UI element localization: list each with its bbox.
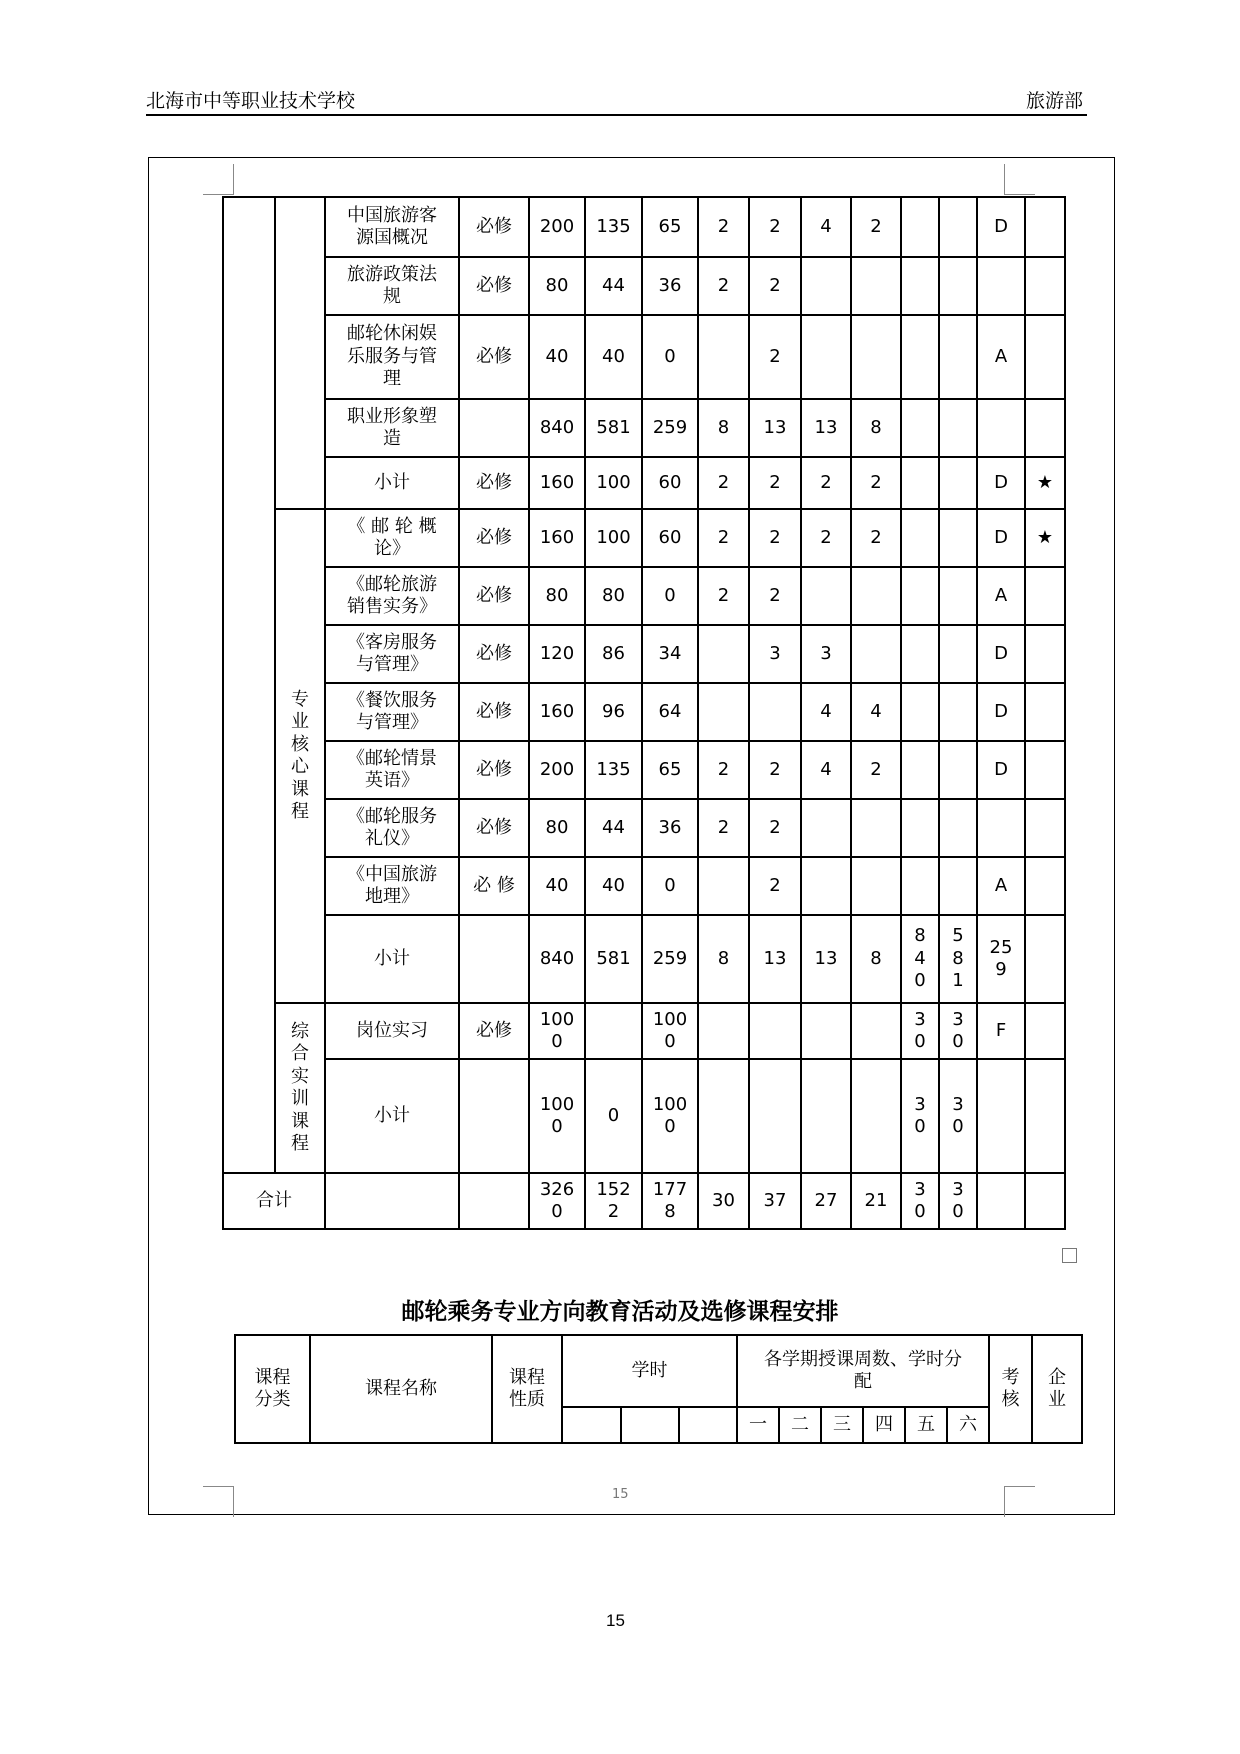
course-name-cell: 《邮轮服务 礼仪》 (325, 799, 459, 857)
enterprise-cell (1025, 915, 1065, 1003)
school-name: 北海市中等职业技术学校 (146, 90, 356, 112)
course-name-cell: 《客房服务 与管理》 (325, 625, 459, 683)
enterprise-cell (1025, 1003, 1065, 1059)
semester-6-cell (939, 257, 977, 315)
course-nature-cell: 必修 (459, 683, 529, 741)
semester-4-cell (851, 857, 901, 915)
hours-subcell (621, 1407, 679, 1443)
total-hours-cell: 80 (529, 567, 585, 625)
enterprise-cell (1025, 1059, 1065, 1173)
table-row (223, 315, 1065, 399)
exam-cell: D (977, 683, 1025, 741)
course-nature-cell: 必 修 (459, 857, 529, 915)
semester-1-cell: 2 (698, 197, 749, 257)
course-name-cell: 《中国旅游 地理》 (325, 857, 459, 915)
theory-hours-cell: 86 (585, 625, 642, 683)
semester-5-cell: 8 4 0 (901, 915, 939, 1003)
enterprise-cell (1025, 197, 1065, 257)
practice-hours-cell: 0 (642, 315, 698, 399)
total-hours-cell: 100 0 (529, 1059, 585, 1173)
enterprise-cell (1025, 857, 1065, 915)
semester-6-cell (939, 741, 977, 799)
theory-hours-cell: 40 (585, 315, 642, 399)
inner-page-number: 15 (612, 1487, 629, 1502)
semester-6-cell (939, 197, 977, 257)
crop-mark-bottom-left (203, 1486, 234, 1517)
semester-1-cell (698, 857, 749, 915)
semester-5-cell (901, 567, 939, 625)
exam-cell (977, 799, 1025, 857)
semester-4-cell (851, 625, 901, 683)
semester-6-cell (939, 399, 977, 457)
table-row (223, 399, 1065, 457)
exam-cell: 25 9 (977, 915, 1025, 1003)
header-exam: 考 核 (989, 1335, 1032, 1443)
semester-3-cell (801, 257, 851, 315)
practice-hours-cell: 0 (642, 857, 698, 915)
semester-2-cell (749, 1059, 801, 1173)
category-cell (223, 197, 275, 1173)
table-row (223, 567, 1065, 625)
semester-3-cell: 13 (801, 399, 851, 457)
semester-1-cell (698, 1003, 749, 1059)
course-name-cell: 小计 (325, 457, 459, 509)
semester-1-cell (698, 683, 749, 741)
theory-hours-cell: 135 (585, 197, 642, 257)
semester-4-cell (851, 315, 901, 399)
semester-3-cell (801, 857, 851, 915)
crop-mark-top-left (203, 164, 234, 195)
semester-6-cell (939, 625, 977, 683)
enterprise-cell: ★ (1025, 509, 1065, 567)
table-row (223, 915, 1065, 1003)
semester-4-cell: 8 (851, 915, 901, 1003)
semester-2-cell: 2 (749, 457, 801, 509)
semester-4-cell (851, 799, 901, 857)
semester-6-cell (939, 509, 977, 567)
total-hours-cell: 160 (529, 509, 585, 567)
semester-4-cell: 2 (851, 457, 901, 509)
practice-hours-cell: 34 (642, 625, 698, 683)
course-nature-cell: 必修 (459, 1003, 529, 1059)
semester-4-cell (851, 1059, 901, 1173)
semester-1-cell (698, 625, 749, 683)
theory-hours-cell: 100 (585, 457, 642, 509)
course-nature-cell: 必修 (459, 315, 529, 399)
exam-cell: D (977, 741, 1025, 799)
practice-hours-cell: 259 (642, 399, 698, 457)
total-name-cell (325, 1173, 459, 1229)
table-row (223, 457, 1065, 509)
theory-hours-cell (585, 1003, 642, 1059)
exam-cell: D (977, 197, 1025, 257)
total-hours-cell: 160 (529, 457, 585, 509)
semester-4-cell: 2 (851, 509, 901, 567)
semester-5-cell (901, 315, 939, 399)
theory-hours-cell: 100 (585, 509, 642, 567)
enterprise-cell (1025, 567, 1065, 625)
semester-5-cell (901, 683, 939, 741)
crop-mark-bottom-right (1004, 1486, 1035, 1517)
course-name-cell: 《邮轮旅游 销售实务》 (325, 567, 459, 625)
exam-cell (977, 257, 1025, 315)
semester-2-cell: 13 (749, 399, 801, 457)
total-hours-cell: 840 (529, 399, 585, 457)
theory-hours-cell: 44 (585, 799, 642, 857)
exam-cell: D (977, 457, 1025, 509)
semester-5-cell (901, 799, 939, 857)
semester-2-cell (749, 1003, 801, 1059)
total-hours-cell: 120 (529, 625, 585, 683)
total-hours-cell: 200 (529, 197, 585, 257)
header-enterprise: 企 业 (1032, 1335, 1082, 1443)
semester-3-cell: 4 (801, 683, 851, 741)
theory-hours-cell: 80 (585, 567, 642, 625)
theory-hours-cell: 0 (585, 1059, 642, 1173)
exam-cell: A (977, 315, 1025, 399)
table-row (223, 257, 1065, 315)
semester-6-cell (939, 857, 977, 915)
semester-1-cell: 8 (698, 915, 749, 1003)
semester-6-cell: 3 0 (939, 1003, 977, 1059)
hours-subcell (679, 1407, 737, 1443)
total-row (223, 1173, 1065, 1229)
table-row (223, 625, 1065, 683)
theory-hours-cell: 135 (585, 741, 642, 799)
course-nature-cell: 必修 (459, 457, 529, 509)
exam-cell: F (977, 1003, 1025, 1059)
theory-hours-cell: 44 (585, 257, 642, 315)
semester-2-cell: 2 (749, 741, 801, 799)
course-nature-cell: 必修 (459, 625, 529, 683)
semester-1-cell: 8 (698, 399, 749, 457)
semester-5-cell: 3 0 (901, 1003, 939, 1059)
table-row (223, 683, 1065, 741)
semester-5-cell (901, 399, 939, 457)
total-label-cell: 合计 (223, 1173, 325, 1229)
semester-2-cell: 37 (749, 1173, 801, 1229)
elective-table-title: 邮轮乘务专业方向教育活动及选修课程安排 (401, 1299, 839, 1325)
practice-hours-cell: 36 (642, 799, 698, 857)
semester-3-cell (801, 315, 851, 399)
semester-4-cell: 8 (851, 399, 901, 457)
elective-course-table (234, 1334, 1083, 1444)
semester-2-cell: 13 (749, 915, 801, 1003)
semester-2: 二 (779, 1407, 821, 1443)
semester-3-cell (801, 1059, 851, 1173)
total-hours-cell: 80 (529, 799, 585, 857)
semester-5-cell (901, 457, 939, 509)
header-category: 课程 分类 (235, 1335, 310, 1443)
crop-mark-top-right (1004, 164, 1035, 195)
semester-5: 五 (905, 1407, 947, 1443)
header-course-name: 课程名称 (310, 1335, 492, 1443)
course-nature-cell (459, 399, 529, 457)
semester-3-cell: 3 (801, 625, 851, 683)
practice-hours-cell: 65 (642, 741, 698, 799)
course-nature-cell: 必修 (459, 257, 529, 315)
semester-3-cell: 4 (801, 197, 851, 257)
total-hours-cell: 840 (529, 915, 585, 1003)
enterprise-cell (1025, 1173, 1065, 1229)
enterprise-cell (1025, 683, 1065, 741)
course-nature-cell: 必修 (459, 567, 529, 625)
semester-6-cell: 5 8 1 (939, 915, 977, 1003)
enterprise-cell (1025, 399, 1065, 457)
course-name-cell: 小计 (325, 915, 459, 1003)
total-hours-cell: 80 (529, 257, 585, 315)
semester-6-cell (939, 457, 977, 509)
table-row (223, 509, 1065, 567)
exam-cell (977, 399, 1025, 457)
practice-hours-cell: 60 (642, 509, 698, 567)
semester-2-cell: 2 (749, 857, 801, 915)
exam-cell: A (977, 567, 1025, 625)
semester-3-cell: 2 (801, 509, 851, 567)
practice-hours-cell: 259 (642, 915, 698, 1003)
semester-1-cell (698, 1059, 749, 1173)
practice-hours-cell: 65 (642, 197, 698, 257)
semester-4-cell (851, 1003, 901, 1059)
semester-5-cell (901, 741, 939, 799)
semester-2-cell: 2 (749, 509, 801, 567)
total-hours-cell: 40 (529, 315, 585, 399)
theory-hours-cell: 96 (585, 683, 642, 741)
semester-3-cell (801, 1003, 851, 1059)
semester-1: 一 (737, 1407, 779, 1443)
semester-5-cell (901, 257, 939, 315)
semester-1-cell: 2 (698, 799, 749, 857)
semester-1-cell: 2 (698, 567, 749, 625)
header-distribution: 各学期授课周数、学时分 配 (737, 1335, 989, 1407)
table-row (223, 741, 1065, 799)
exam-cell: D (977, 625, 1025, 683)
table-row (223, 799, 1065, 857)
semester-4-cell: 2 (851, 741, 901, 799)
hours-subcell (562, 1407, 621, 1443)
semester-5-cell (901, 857, 939, 915)
course-name-cell: 职业形象塑 造 (325, 399, 459, 457)
semester-6-cell: 3 0 (939, 1173, 977, 1229)
practice-hours-cell: 36 (642, 257, 698, 315)
semester-2-cell: 2 (749, 567, 801, 625)
theory-hours-cell: 152 2 (585, 1173, 642, 1229)
table-row (223, 1059, 1065, 1173)
course-nature-cell: 必修 (459, 509, 529, 567)
course-name-cell: 《 邮 轮 概 论》 (325, 509, 459, 567)
enterprise-cell (1025, 741, 1065, 799)
semester-4: 四 (863, 1407, 905, 1443)
total-hours-cell: 40 (529, 857, 585, 915)
semester-2-cell: 2 (749, 257, 801, 315)
semester-5-cell (901, 509, 939, 567)
semester-3: 三 (821, 1407, 863, 1443)
semester-4-cell: 2 (851, 197, 901, 257)
table-row (223, 197, 1065, 257)
practice-hours-cell: 60 (642, 457, 698, 509)
course-name-cell: 旅游政策法 规 (325, 257, 459, 315)
course-schedule-table (222, 196, 1066, 1230)
semester-2-cell: 3 (749, 625, 801, 683)
enterprise-cell (1025, 625, 1065, 683)
course-name-cell: 岗位实习 (325, 1003, 459, 1059)
exam-cell: A (977, 857, 1025, 915)
semester-2-cell (749, 683, 801, 741)
practice-hours-cell: 177 8 (642, 1173, 698, 1229)
semester-2-cell: 2 (749, 315, 801, 399)
header-rule (146, 114, 1087, 116)
table-row (223, 857, 1065, 915)
theory-hours-cell: 40 (585, 857, 642, 915)
semester-5-cell: 3 0 (901, 1059, 939, 1173)
table-row (223, 1003, 1065, 1059)
exam-cell (977, 1059, 1025, 1173)
subcategory-cell (275, 197, 325, 509)
semester-6-cell: 3 0 (939, 1059, 977, 1173)
semester-1-cell: 2 (698, 509, 749, 567)
enterprise-cell (1025, 257, 1065, 315)
semester-3-cell: 27 (801, 1173, 851, 1229)
enterprise-cell: ★ (1025, 457, 1065, 509)
course-nature-cell (459, 915, 529, 1003)
semester-6: 六 (947, 1407, 989, 1443)
semester-1-cell: 2 (698, 741, 749, 799)
course-name-cell: 邮轮休闲娱 乐服务与管 理 (325, 315, 459, 399)
theory-hours-cell: 581 (585, 399, 642, 457)
enterprise-cell (1025, 799, 1065, 857)
semester-3-cell: 13 (801, 915, 851, 1003)
course-nature-cell: 必修 (459, 197, 529, 257)
theory-hours-cell: 581 (585, 915, 642, 1003)
semester-2-cell: 2 (749, 197, 801, 257)
page-number: 15 (606, 1611, 625, 1630)
total-hours-cell: 200 (529, 741, 585, 799)
course-name-cell: 中国旅游客 源国概况 (325, 197, 459, 257)
header-nature: 课程 性质 (492, 1335, 562, 1443)
semester-6-cell (939, 567, 977, 625)
total-hours-cell: 326 0 (529, 1173, 585, 1229)
end-marker (1062, 1248, 1077, 1263)
semester-2-cell: 2 (749, 799, 801, 857)
semester-1-cell: 2 (698, 257, 749, 315)
semester-4-cell: 4 (851, 683, 901, 741)
course-name-cell: 《邮轮情景 英语》 (325, 741, 459, 799)
course-nature-cell: 必修 (459, 799, 529, 857)
course-nature-cell: 必修 (459, 741, 529, 799)
semester-1-cell: 30 (698, 1173, 749, 1229)
exam-cell (977, 1173, 1025, 1229)
semester-4-cell: 21 (851, 1173, 901, 1229)
course-name-cell: 《餐饮服务 与管理》 (325, 683, 459, 741)
semester-3-cell (801, 799, 851, 857)
practice-hours-cell: 100 0 (642, 1003, 698, 1059)
core-courses-label: 专 业 核 心 课 程 (275, 509, 325, 1003)
semester-4-cell (851, 257, 901, 315)
semester-5-cell (901, 625, 939, 683)
practice-hours-cell: 64 (642, 683, 698, 741)
semester-6-cell (939, 683, 977, 741)
practice-hours-cell: 0 (642, 567, 698, 625)
total-hours-cell: 100 0 (529, 1003, 585, 1059)
semester-3-cell: 2 (801, 457, 851, 509)
semester-3-cell (801, 567, 851, 625)
practice-hours-cell: 100 0 (642, 1059, 698, 1173)
department-name: 旅游部 (1025, 90, 1083, 112)
semester-1-cell: 2 (698, 457, 749, 509)
semester-6-cell (939, 799, 977, 857)
semester-5-cell: 3 0 (901, 1173, 939, 1229)
semester-4-cell (851, 567, 901, 625)
semester-1-cell (698, 315, 749, 399)
practice-courses-label: 综 合 实 训 课 程 (275, 1003, 325, 1173)
course-nature-cell (459, 1059, 529, 1173)
total-nature-cell (459, 1173, 529, 1229)
enterprise-cell (1025, 315, 1065, 399)
semester-5-cell (901, 197, 939, 257)
exam-cell: D (977, 509, 1025, 567)
header-hours: 学时 (562, 1335, 737, 1407)
semester-3-cell: 4 (801, 741, 851, 799)
total-hours-cell: 160 (529, 683, 585, 741)
course-name-cell: 小计 (325, 1059, 459, 1173)
semester-6-cell (939, 315, 977, 399)
